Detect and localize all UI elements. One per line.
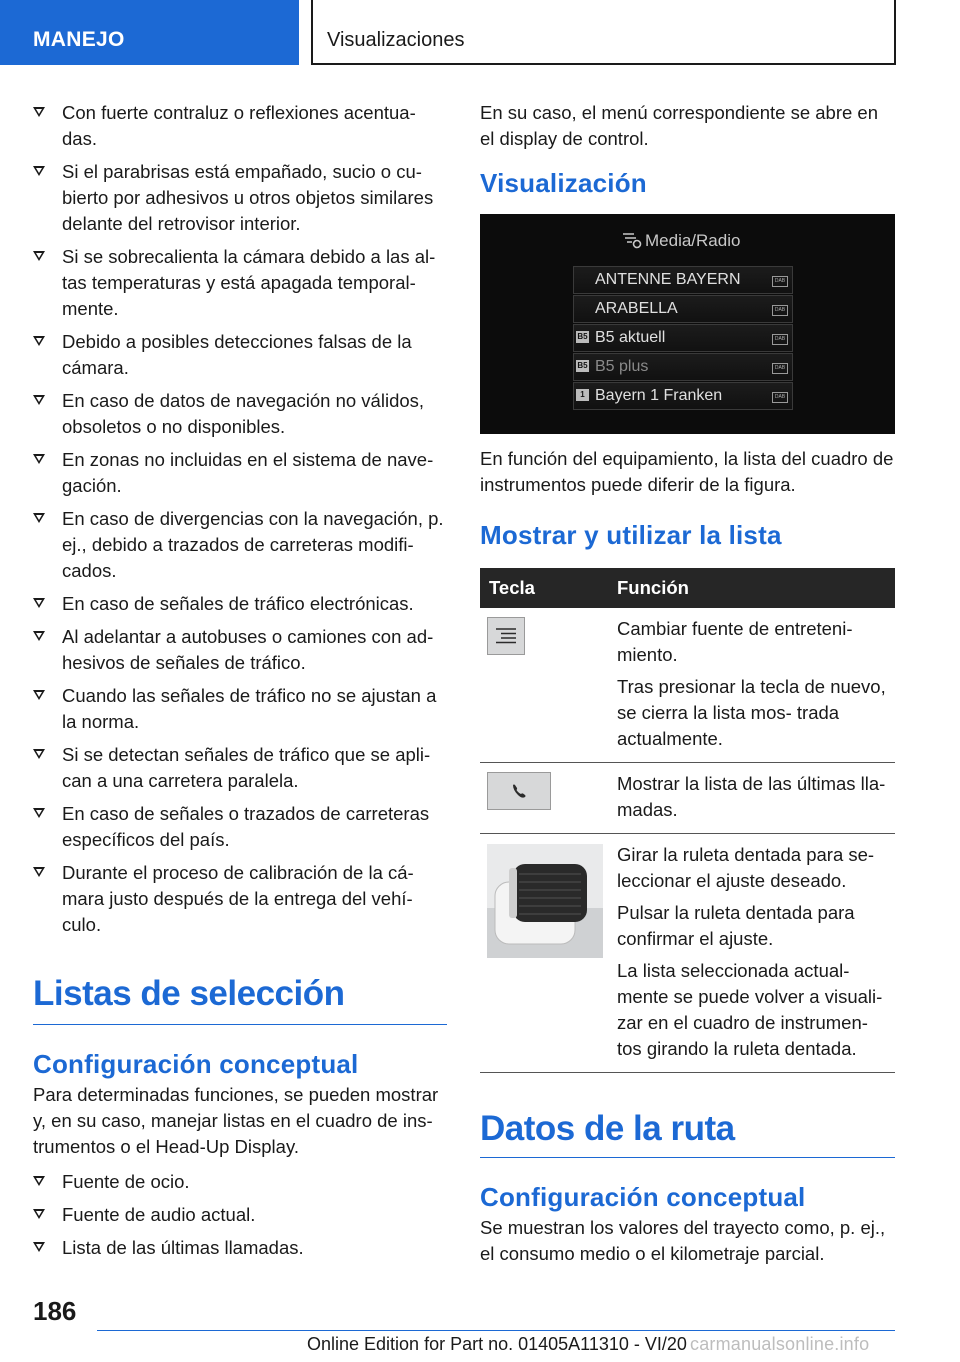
list-item: En caso de divergencias con la navegación, p. ej., debido a trazados de carreteras modifi‐ cados. xyxy=(33,506,447,584)
list-item: Debido a posibles detecciones falsas de la cámara. xyxy=(33,329,447,381)
station-logo-icon: B5 xyxy=(577,332,588,341)
subsection-heading: Visualización xyxy=(480,168,647,198)
triangle-bullet-icon xyxy=(33,1242,45,1252)
column-header: Tecla xyxy=(489,577,535,598)
triangle-bullet-icon xyxy=(33,251,45,261)
list-item: Al adelantar a autobuses o camiones con ad‐ hesivos de señales de tráfico. xyxy=(33,624,447,676)
footer-rule xyxy=(97,1330,895,1331)
list-item: En caso de datos de navegación no válidos, obsoletos o no disponibles. xyxy=(33,388,447,440)
limitation-list xyxy=(33,100,447,938)
dab-icon: DAB xyxy=(772,305,788,316)
figure-caption: En función del equipamiento, la lista del cuadro de instrumentos puede diferir de la figura. xyxy=(480,448,894,495)
header-title: Visualizaciones xyxy=(327,29,465,51)
triangle-bullet-icon xyxy=(33,395,45,405)
column-header: Función xyxy=(617,577,689,598)
triangle-bullet-icon xyxy=(33,1209,45,1219)
control-display-image xyxy=(480,214,895,434)
list-icon xyxy=(487,617,525,655)
dab-icon: DAB xyxy=(772,363,788,374)
paragraph: En su caso, el menú correspondiente se abre en el display de control. xyxy=(480,102,878,149)
list-item: Lista de las últimas llamadas. xyxy=(33,1235,447,1261)
list-types xyxy=(33,1169,447,1261)
triangle-bullet-icon xyxy=(33,107,45,117)
page-header xyxy=(0,0,960,66)
list-item: Fuente de audio actual. xyxy=(33,1202,447,1228)
list-item: En zonas no incluidas en el sistema de nave‐ gación. xyxy=(33,447,447,499)
section-heading: Listas de selección xyxy=(33,974,345,1013)
list-item: Si el parabrisas está empañado, sucio o cu‐ bierto por adhesivos u otros objetos similares delante del retrovisor interior. xyxy=(33,159,447,237)
table-row: Girar la ruleta dentada para se‐ leccionar el ajuste deseado. Pulsar la ruleta dentada para confirmar el ajuste. La lista seleccionada actual‐ mente se puede volver a visuali‐ zar en el cuadro de instrumen‐ tos girando la ruleta dentada. xyxy=(480,834,895,1073)
media-note-icon xyxy=(620,231,642,249)
list-item: B5 B5 aktuell DAB xyxy=(573,324,793,352)
edition-text: Online Edition for Part no. 01405A11310 - VI/20 xyxy=(307,1334,687,1354)
list-item: Fuente de ocio. xyxy=(33,1169,447,1195)
list-item: Con fuerte contraluz o reflexiones acentua‐ das. xyxy=(33,100,447,152)
subsection-heading: Configuración conceptual xyxy=(33,1049,359,1079)
triangle-bullet-icon xyxy=(33,513,45,523)
triangle-bullet-icon xyxy=(33,749,45,759)
list-item: Si se sobrecalienta la cámara debido a las al‐ tas temperaturas y está apagada temporal‐ mente. xyxy=(33,244,447,322)
paragraph: Se muestran los valores del trayecto como, p. ej., el consumo medio o el kilometraje parcial. xyxy=(480,1217,886,1264)
list-item: ANTENNE BAYERN DAB xyxy=(573,266,793,294)
thumbwheel-icon xyxy=(487,844,603,958)
list-item: En caso de señales o trazados de carreteras específicos del país. xyxy=(33,801,447,853)
table-header xyxy=(480,568,895,608)
triangle-bullet-icon xyxy=(33,631,45,641)
triangle-bullet-icon xyxy=(33,166,45,176)
watermark: carmanualsonline.info xyxy=(690,1334,870,1354)
triangle-bullet-icon xyxy=(33,598,45,608)
triangle-bullet-icon xyxy=(33,867,45,877)
subsection-heading: Mostrar y utilizar la lista xyxy=(480,520,782,550)
display-title: Media/Radio xyxy=(645,231,741,250)
triangle-bullet-icon xyxy=(33,808,45,818)
page-number: 186 xyxy=(33,1296,77,1326)
list-item: B5 B5 plus DAB xyxy=(573,353,793,381)
dab-icon: DAB xyxy=(772,276,788,287)
table-row: Mostrar la lista de las últimas lla‐ madas. xyxy=(480,763,895,834)
right-column xyxy=(480,100,895,1267)
dab-icon: DAB xyxy=(772,392,788,403)
table-row: Cambiar fuente de entreteni‐ miento. Tras presionar la tecla de nuevo, se cierra la lista mos‐ trada actualmente. xyxy=(480,608,895,763)
key-function-table xyxy=(480,568,895,1073)
list-item: Durante el proceso de calibración de la cá‐ mara justo después de la entrega del vehí‐ culo. xyxy=(33,860,447,938)
list-item: ARABELLA DAB xyxy=(573,295,793,323)
list-item: Cuando las señales de tráfico no se ajustan a la norma. xyxy=(33,683,447,735)
left-column xyxy=(33,100,447,1268)
list-item: 1 Bayern 1 Franken DAB xyxy=(573,382,793,410)
subsection-heading: Configuración conceptual xyxy=(480,1182,806,1212)
station-logo-icon: 1 xyxy=(576,389,589,401)
section-tab: MANEJO xyxy=(0,0,299,65)
list-item: Si se detectan señales de tráfico que se apli‐ can a una carretera paralela. xyxy=(33,742,447,794)
phone-icon xyxy=(487,772,551,810)
header-title-box xyxy=(311,0,896,65)
dab-icon: DAB xyxy=(772,334,788,345)
paragraph: Para determinadas funciones, se pueden mostrar y, en su caso, manejar listas en el cuadro de ins‐ trumentos o el Head-Up Display. xyxy=(33,1084,439,1157)
station-logo-icon: B5 xyxy=(577,361,588,370)
triangle-bullet-icon xyxy=(33,454,45,464)
section-heading: Datos de la ruta xyxy=(480,1109,735,1148)
triangle-bullet-icon xyxy=(33,336,45,346)
triangle-bullet-icon xyxy=(33,690,45,700)
list-item: En caso de señales de tráfico electrónicas. xyxy=(33,591,447,617)
triangle-bullet-icon xyxy=(33,1176,45,1186)
